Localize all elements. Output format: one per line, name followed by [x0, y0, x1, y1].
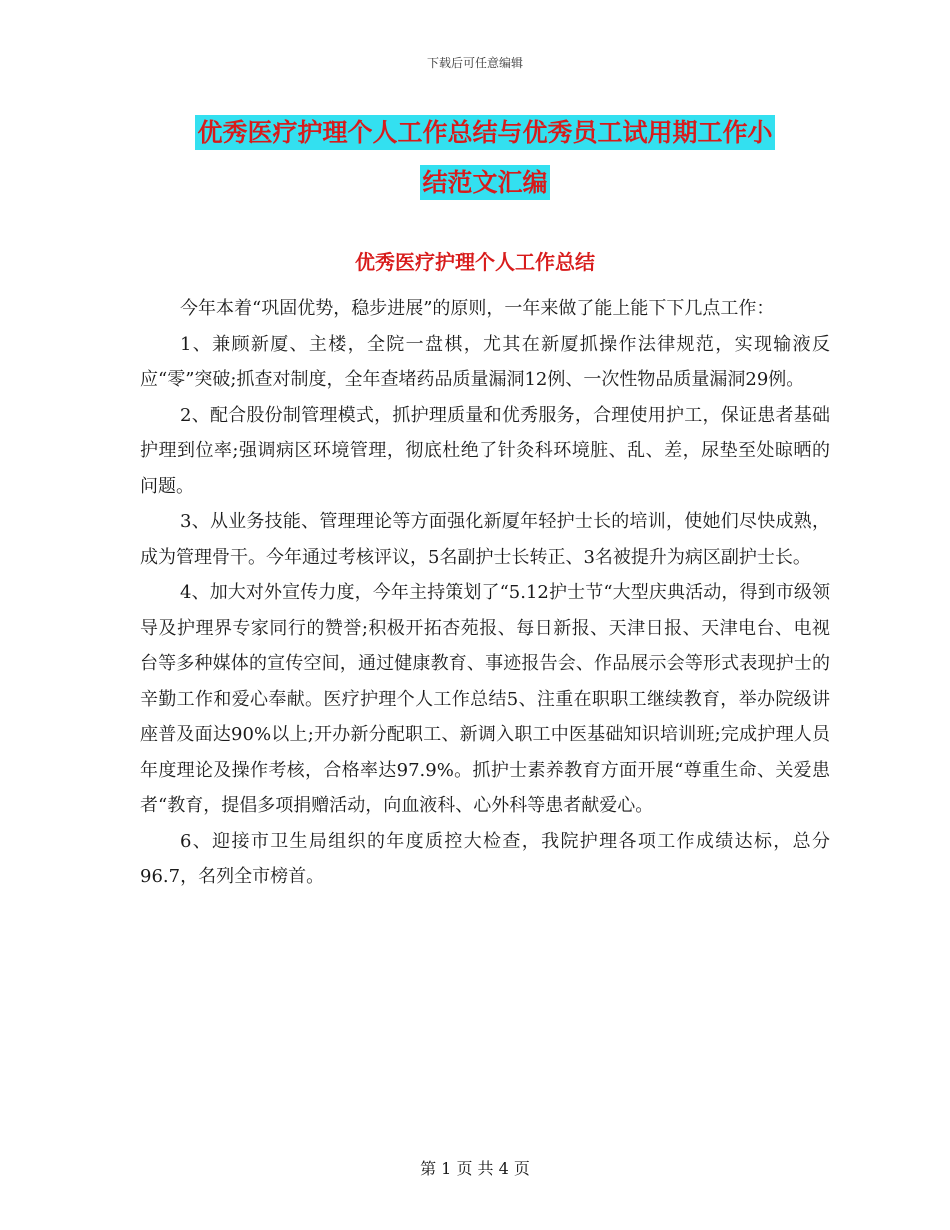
- header-note: 下载后可任意编辑: [426, 56, 523, 70]
- paragraph-1: 1、兼顾新厦、主楼，全院一盘棋，尤其在新厦抓操作法律规范，实现输液反应“零”突破;抓查对制度，全年查堵药品质量漏洞12例、一次性物品质量漏洞29例。: [140, 333, 830, 390]
- document-title-line-2: 结范文汇编: [420, 165, 549, 200]
- paragraph-4: 4、加大对外宣传力度，今年主持策划了“5.12护士节“大型庆典活动，得到市级领导及护理界专家同行的赞誉;积极开拓杏苑报、每日新报、天津日报、天津电台、电视台等多种媒体的宣传空间，通过健康教育、事迹报告会、作品展示会等形式表现护士的辛勤工作和爱心奉献。医疗护理个人工作总结5、注重在职职工继续教育，举办院级讲座普及面达90%以上;开办新分配职工、新调入职工中医基础知识培训班;完成护理人员年度理论及操作考核，合格率达97.9%。抓护士素养教育方面开展“尊重生命、关爱患者“教育，提倡多项捐赠活动，向血液科、心外科等患者献爱心。: [140, 582, 830, 816]
- paragraph-intro: 今年本着“巩固优势，稳步进展”的原则，一年来做了能上能下下几点工作：: [180, 298, 775, 319]
- document-title: [140, 108, 830, 208]
- document-body: [140, 291, 830, 895]
- document-title-line-1: 优秀医疗护理个人工作总结与优秀员工试用期工作小: [195, 115, 774, 150]
- paragraph-2: 2、配合股份制管理模式，抓护理质量和优秀服务，合理使用护工，保证患者基础护理到位率;强调病区环境管理，彻底杜绝了针灸科环境脏、乱、差，尿垫至处晾晒的问题。: [140, 404, 830, 497]
- section-title: 优秀医疗护理个人工作总结: [355, 250, 595, 274]
- paragraph-6: 6、迎接市卫生局组织的年度质控大检查，我院护理各项工作成绩达标，总分96.7，名列全市榜首。: [140, 830, 830, 887]
- paragraph-3: 3、从业务技能、管理理论等方面强化新厦年轻护士长的培训，使她们尽快成熟，成为管理骨干。今年通过考核评议，5名副护士长转正、3名被提升为病区副护士长。: [140, 511, 830, 568]
- page-number-footer: 第 1 页 共 4 页: [420, 1159, 530, 1178]
